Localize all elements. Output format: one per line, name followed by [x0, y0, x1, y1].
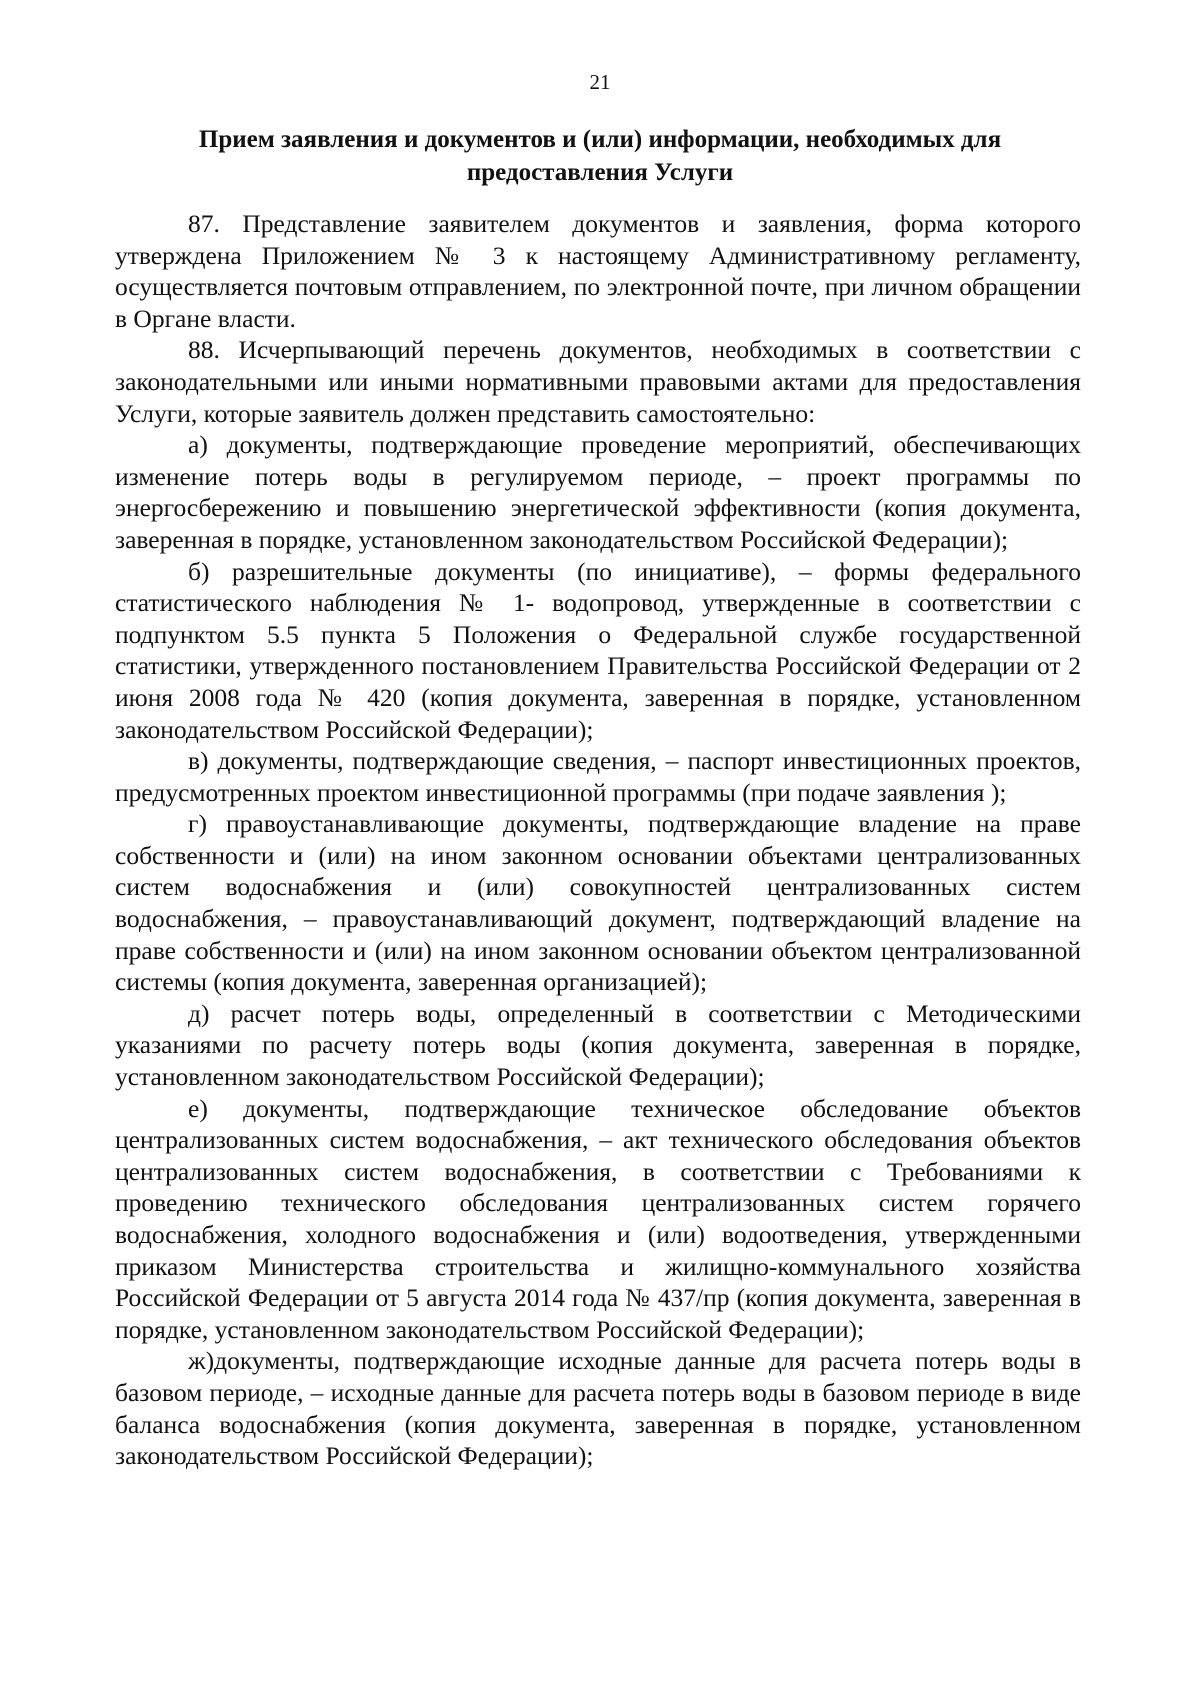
list-item-e: е) документы, подтверждающие техническое обследование объектов централизованных систем водоснабжения, – акт технического обследования объектов централизованных систем водоснабжения, в соответствии с Требованиями к проведению технического обследования централизованных систем горячего водоснабжения, холодного водоснабжения и (или) водоотведения, утвержденными приказом Министерства строительства и жилищно-коммунального хозяйства Российской Федерации от 5 августа 2014 года № 437/пр (копия документа, заверенная в порядке, установленном законодательством Российской Федерации);	[115, 1093, 1081, 1344]
list-item-v: в) документы, подтверждающие сведения, – паспорт инвестиционных проектов, предусмотренных проектом инвестиционной программы (при подаче заявления );	[115, 746, 1081, 807]
list-item-d: д) расчет потерь воды, определенный в соответствии с Методическими указаниями по расчету потерь воды (копия документа, заверенная в порядке, установленном законодательством Российской Федерации);	[115, 998, 1081, 1092]
section-heading	[110, 123, 1090, 189]
list-item-a: а) документы, подтверждающие проведение мероприятий, обеспечивающих изменение потерь воды в регулируемом периоде, – проект программы по энергосбережению и повышению энергетической эффективности (копия документа, заверенная в порядке, установленном законодательством Российской Федерации);	[115, 430, 1081, 554]
document-body	[115, 208, 1081, 1472]
paragraph-87: 87. Представление заявителем документов и заявления, форма которого утверждена Приложением № 3 к настоящему Административному регламенту, осуществляется почтовым отправлением, по электронной почте, при личном обращении в Органе власти.	[115, 209, 1081, 333]
page-number: 21	[589, 70, 611, 94]
list-item-zh: ж)документы, подтверждающие исходные данные для расчета потерь воды в базовом периоде, – исходные данные для расчета потерь воды в базовом периоде в виде баланса водоснабжения (копия документа, заверенная в порядке, установленном законодательством Российской Федерации);	[115, 1346, 1081, 1471]
section-heading-line-2: предоставления Услуги	[466, 159, 734, 186]
list-item-b: б) разрешительные документы (по инициативе), – формы федерального статистического наблюдения № 1- водопровод, утвержденные в соответствии с подпунктом 5.5 пункта 5 Положения о Федеральной службе государственной статистики, утвержденного постановлением Правительства Российской Федерации от 2 июня 2008 года № 420 (копия документа, заверенная в порядке, установленном законодательством Российской Федерации);	[115, 556, 1081, 744]
list-item-g: г) правоустанавливающие документы, подтверждающие владение на праве собственности и (или) на ином законном основании объектами централизованных систем водоснабжения и (или) совокупностей централизованных систем водоснабжения, – правоустанавливающий документ, подтверждающий владение на праве собственности и (или) на ином законном основании объектом централизованной системы (копия документа, заверенная организацией);	[115, 809, 1081, 997]
paragraph-88: 88. Исчерпывающий перечень документов, необходимых в соответствии с законодательными или иными нормативными правовыми актами для предоставления Услуги, которые заявитель должен представить самостоятельно:	[115, 335, 1081, 428]
section-heading-line-1: Прием заявления и документов и (или) информации, необходимых для	[198, 126, 1002, 153]
